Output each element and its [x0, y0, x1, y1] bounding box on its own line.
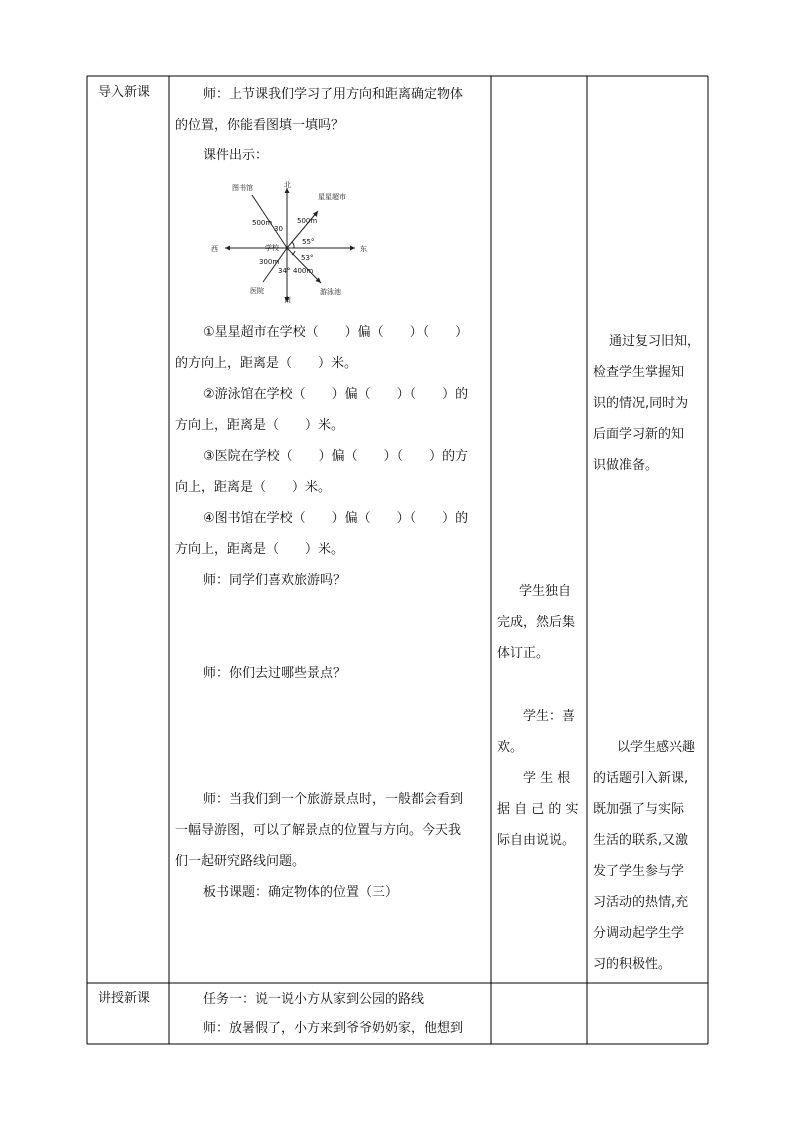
student-text: 体订正。 [497, 646, 550, 661]
student-activity-1 [497, 576, 583, 669]
diagram-library-distance: 500m [252, 219, 273, 227]
diagram-pool-angle: 53° [301, 254, 314, 262]
student-text: 学生独自 [519, 584, 572, 599]
teacher-line: 师：放暑假了，小方来到爷爷奶奶家，他想到 [203, 1021, 464, 1036]
intent-text: 发了学生参与学 [593, 864, 685, 879]
courseware-label: 课件出示： [203, 148, 269, 163]
row-label-teach: 讲授新课 [98, 991, 151, 1006]
teacher-line: 师：当我们到一个旅游景点时，一般都会看到 [203, 792, 464, 807]
intent-text: 习活动的热情,充 [593, 895, 689, 910]
direction-diagram [205, 176, 375, 306]
diagram-hospital-distance: 300m [259, 258, 280, 266]
question-line: 方向上，距离是（ ）米。 [175, 418, 345, 433]
question-line: ③医院在学校（ ）偏（ ）（ ）的方 [203, 449, 469, 464]
teacher-line: 师：上节课我们学习了用方向和距离确定物体 [203, 87, 464, 102]
intent-text: 既加强了与实际 [593, 802, 685, 817]
intent-text: 分调动起学生学 [593, 926, 685, 941]
board-title-line: 板书课题：确定物体的位置（三） [203, 885, 399, 900]
intent-text: 习的积极性。 [593, 957, 672, 972]
intent-text: 检查学生掌握知 [593, 365, 685, 380]
student-text: 完成，然后集 [497, 615, 576, 630]
student-text: 学 生 根 [523, 771, 571, 786]
intent-text: 通过复习旧知， [609, 334, 701, 349]
diagram-market-angle: 55° [302, 238, 315, 246]
diagram-school-label: 学校 [265, 244, 279, 252]
diagram-east-label: 东 [360, 245, 367, 253]
student-text: 际自由说说。 [497, 833, 576, 848]
student-text: 欢。 [497, 740, 524, 755]
diagram-west-label: 西 [211, 245, 218, 253]
diagram-market-label: 星星超市 [318, 193, 346, 201]
diagram-library-label: 图书馆 [232, 184, 253, 192]
diagram-hospital-label: 医院 [250, 287, 264, 295]
question-line: ①星星超市在学校（ ）偏（ ）（ ） [203, 325, 469, 340]
design-intent-1 [593, 326, 703, 481]
task-title: 任务一：说一说小方从家到公园的路线 [203, 992, 425, 1007]
diagram-south-label: 南 [284, 296, 291, 304]
student-activity-2 [497, 701, 583, 856]
diagram-pool-label: 游泳池 [320, 288, 341, 296]
intent-text: 识做准备。 [593, 458, 659, 473]
intent-text: 生活的联系,又激 [593, 833, 689, 848]
teacher-line: 师：同学们喜欢旅游吗？ [203, 573, 347, 588]
question-line: 向上，距离是（ ）米。 [175, 480, 332, 495]
question-line: ②游泳馆在学校（ ）偏（ ）（ ）的 [203, 387, 469, 402]
question-line: 方向上，距离是（ ）米。 [175, 542, 345, 557]
teacher-line: 的位置，你能看图填一填吗？ [175, 118, 345, 133]
intent-text: 以学生感兴趣 [617, 740, 696, 755]
teacher-line: 一幅导游图，可以了解景点的位置与方向。今天我 [175, 823, 462, 838]
intent-text: 识的情况,同时为 [593, 396, 689, 411]
intent-text: 的话题引入新课, [593, 771, 689, 786]
diagram-north-label: 北 [284, 181, 291, 189]
question-line: ④图书馆在学校（ ）偏（ ）（ ）的 [203, 511, 469, 526]
teacher-line: 师：你们去过哪些景点？ [203, 666, 347, 681]
diagram-market-distance: 500m [297, 217, 318, 225]
intent-text: 后面学习新的知 [593, 427, 685, 442]
row-label-intro: 导入新课 [98, 85, 151, 100]
teacher-line: 们一起研究路线问题。 [175, 854, 306, 869]
diagram-library-angle: 30 [274, 225, 283, 233]
student-text: 据 自 己 的 实 [497, 802, 579, 817]
design-intent-2 [593, 732, 703, 980]
question-line: 的方向上，距离是（ ）米。 [175, 356, 358, 371]
diagram-hospital-angle: 34° [278, 267, 291, 275]
diagram-pool-distance: 400m [293, 267, 314, 275]
student-text: 学生：喜 [523, 709, 576, 724]
